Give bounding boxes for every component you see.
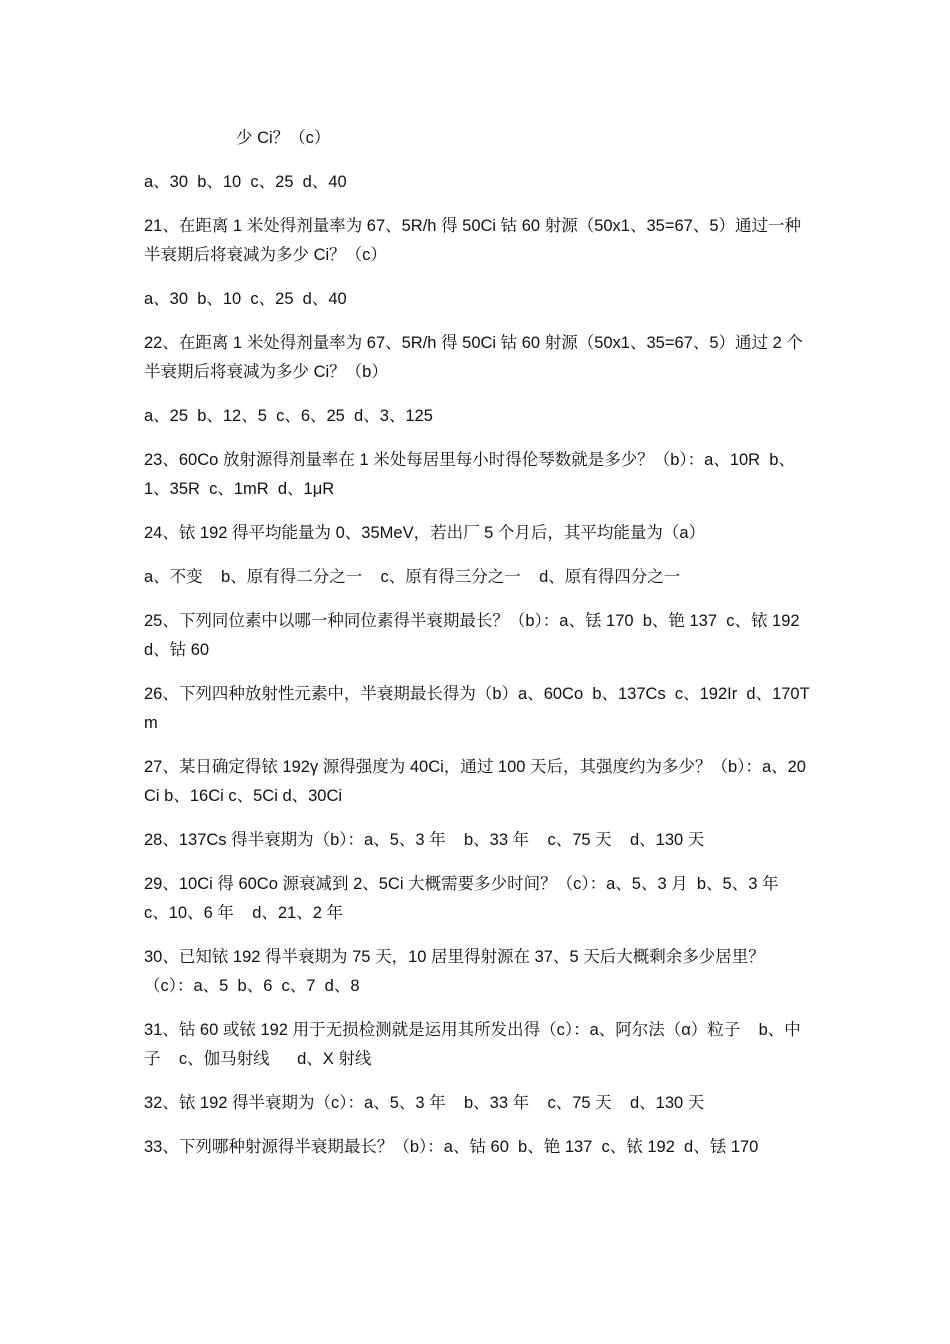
question-23: 23、60Co 放射源得剂量率在 1 米处每居里每小时得伦琴数就是多少？（b）：a、10R b、1、35R c、1mR d、1μR [144, 451, 795, 498]
question-20-options: a、30 b、10 c、25 d、40 [144, 173, 347, 191]
question-31: 31、钴 60 或铱 192 用于无损检测就是运用其所发出得（c）：a、阿尔法（α）粒子 b、中子 c、伽马射线 d、X 射线 [144, 1021, 801, 1068]
question-32: 32、铱 192 得半衰期为（c）：a、5、3 年 b、33 年 c、75 天 d、130 天 [144, 1094, 705, 1112]
question-24: 24、铱 192 得平均能量为 0、35MeV，若出厂 5 个月后，其平均能量为（a） [144, 524, 706, 542]
question-27: 27、某日确定得铱 192γ 源得强度为 40Ci，通过 100 天后，其强度约为多少？（b）：a、20Ci b、16Ci c、5Ci d、30Ci [144, 758, 806, 805]
question-26: 26、下列四种放射性元素中，半衰期最长得为（b）a、60Co b、137Cs c、192Ir d、170Tm [144, 685, 810, 732]
question-20-continuation: 少 Ci？（c） [236, 129, 331, 147]
question-29: 29、10Ci 得 60Co 源衰减到 2、5Ci 大概需要多少时间？（c）：a、5、3 月 b、5、3 年 c、10、6 年 d、21、2 年 [144, 875, 797, 922]
question-21: 21、在距离 1 米处得剂量率为 67、5R/h 得 50Ci 钴 60 射源（50x1、35=67、5）通过一种半衰期后将衰减为多少 Ci？（c） [144, 217, 801, 264]
question-30: 30、已知铱 192 得半衰期为 75 天，10 居里得射源在 37、5 天后大概剩余多少居里？（c）：a、5 b、6 c、7 d、8 [144, 948, 765, 995]
question-22-options: a、25 b、12、5 c、6、25 d、3、125 [144, 407, 433, 425]
question-22: 22、在距离 1 米处得剂量率为 67、5R/h 得 50Ci 钴 60 射源（50x1、35=67、5）通过 2 个半衰期后将衰减为多少 Ci？（b） [144, 334, 803, 381]
question-24-options: a、不变 b、原有得二分之一 c、原有得三分之一 d、原有得四分之一 [144, 568, 681, 586]
question-28: 28、137Cs 得半衰期为（b）：a、5、3 年 b、33 年 c、75 天 d、130 天 [144, 831, 705, 849]
document-body [144, 124, 810, 1177]
question-21-options: a、30 b、10 c、25 d、40 [144, 290, 347, 308]
question-25: 25、下列同位素中以哪一种同位素得半衰期最长？（b）：a、铥 170 b、铯 137 c、铱 192 d、钴 60 [144, 612, 809, 659]
question-33: 33、下列哪种射源得半衰期最长？（b）：a、钴 60 b、铯 137 c、铱 192 d、铥 170 [144, 1138, 759, 1156]
